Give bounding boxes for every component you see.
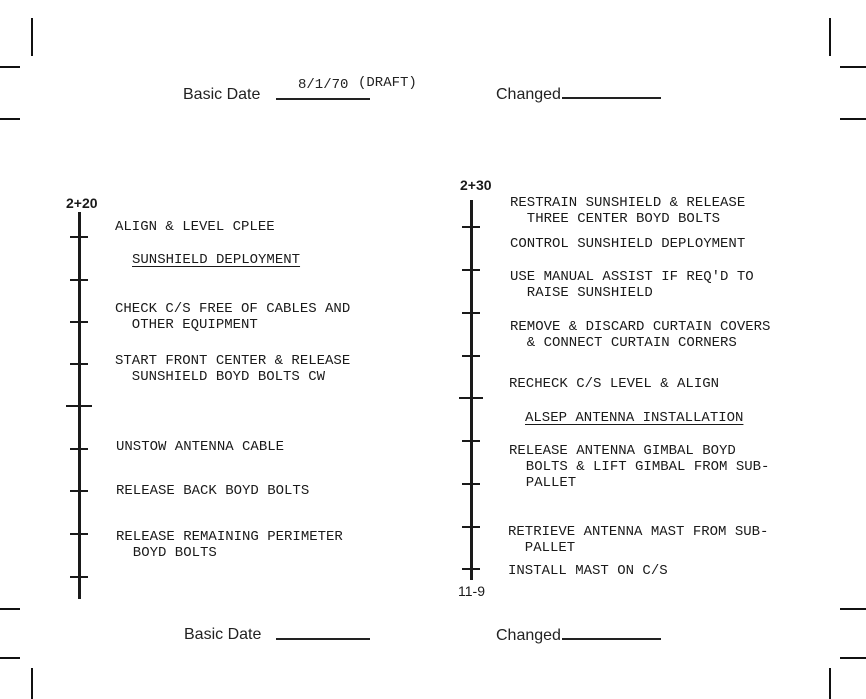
- crop-mark-top-left-horizontal: [0, 66, 20, 68]
- left-item-release-remaining: RELEASE REMAINING PERIMETER BOYD BOLTS: [116, 529, 343, 561]
- left-tick-major: [66, 405, 92, 407]
- right-item-retrieve-mast: RETRIEVE ANTENNA MAST FROM SUB- PALLET: [508, 524, 769, 556]
- right-tick: [462, 226, 480, 228]
- right-item-remove-discard: REMOVE & DISCARD CURTAIN COVERS & CONNECT CURTAIN CORNERS: [510, 319, 771, 351]
- left-item-unstow-antenna-cable: UNSTOW ANTENNA CABLE: [116, 439, 285, 455]
- left-item-align-level: ALIGN & LEVEL CPLEE: [115, 219, 275, 235]
- left-start-time: 2+20: [66, 195, 98, 211]
- footer-basic-date-label: Basic Date: [184, 626, 262, 643]
- crop-mark-bottom-left-vertical: [31, 668, 33, 699]
- crop-mark-bottom-right-vertical: [829, 668, 831, 699]
- crop-mark-top-right-vertical: [829, 18, 831, 56]
- right-tick: [462, 568, 480, 570]
- crop-mark-bottom-right-horizontal: [840, 608, 866, 610]
- left-tick: [70, 279, 88, 281]
- left-item-start-front-center: START FRONT CENTER & RELEASE SUNSHIELD BOYD BOLTS CW: [115, 353, 351, 385]
- left-tick: [70, 490, 88, 492]
- crop-mark-top-left-vertical: [31, 18, 33, 56]
- page-number: 11-9: [458, 583, 485, 599]
- left-item-sunshield-deployment-heading: SUNSHIELD DEPLOYMENT: [132, 252, 301, 268]
- right-tick-major: [459, 397, 483, 399]
- right-tick: [462, 312, 480, 314]
- left-item-release-back-boyd: RELEASE BACK BOYD BOLTS: [116, 483, 310, 499]
- right-tick: [462, 526, 480, 528]
- right-tick: [462, 440, 480, 442]
- header-basic-date-value: 8/1/70: [298, 77, 349, 93]
- header-basic-date-label: Basic Date: [183, 86, 261, 103]
- right-item-antenna-installation-heading: ALSEP ANTENNA INSTALLATION: [525, 410, 744, 426]
- right-item-restrain-sunshield: RESTRAIN SUNSHIELD & RELEASE THREE CENTER BOYD BOLTS: [510, 195, 746, 227]
- right-item-release-gimbal: RELEASE ANTENNA GIMBAL BOYD BOLTS & LIFT GIMBAL FROM SUB- PALLET: [509, 443, 770, 491]
- left-tick: [70, 363, 88, 365]
- left-item-check-cs: CHECK C/S FREE OF CABLES AND OTHER EQUIPMENT: [115, 301, 351, 333]
- left-tick: [70, 321, 88, 323]
- left-tick: [70, 576, 88, 578]
- crop-mark-bottom-right-dash: [840, 657, 866, 659]
- crop-mark-top-right-dash: [840, 118, 866, 120]
- header-changed-label: Changed: [496, 86, 561, 103]
- footer-changed-label: Changed: [496, 627, 561, 644]
- right-tick: [462, 269, 480, 271]
- footer-changed-line: [562, 638, 661, 640]
- right-item-control-deployment: CONTROL SUNSHIELD DEPLOYMENT: [510, 236, 746, 252]
- right-tick: [462, 355, 480, 357]
- left-tick: [70, 533, 88, 535]
- footer-basic-date-line: [276, 638, 370, 640]
- crop-mark-bottom-left-dash: [0, 657, 20, 659]
- crop-mark-bottom-left-horizontal: [0, 608, 20, 610]
- right-item-recheck-level: RECHECK C/S LEVEL & ALIGN: [509, 376, 720, 392]
- right-item-manual-assist: USE MANUAL ASSIST IF REQ'D TO RAISE SUNSHIELD: [510, 269, 754, 301]
- right-tick: [462, 483, 480, 485]
- left-tick: [70, 236, 88, 238]
- header-basic-date-line: [276, 98, 370, 100]
- right-timeline-bar: [470, 200, 473, 580]
- crop-mark-top-left-dash: [0, 118, 20, 120]
- crop-mark-top-right-horizontal: [840, 66, 866, 68]
- right-start-time: 2+30: [460, 177, 492, 193]
- left-tick: [70, 448, 88, 450]
- header-changed-line: [562, 97, 661, 99]
- right-item-install-mast: INSTALL MAST ON C/S: [508, 563, 668, 579]
- header-draft-label: (DRAFT): [358, 75, 417, 91]
